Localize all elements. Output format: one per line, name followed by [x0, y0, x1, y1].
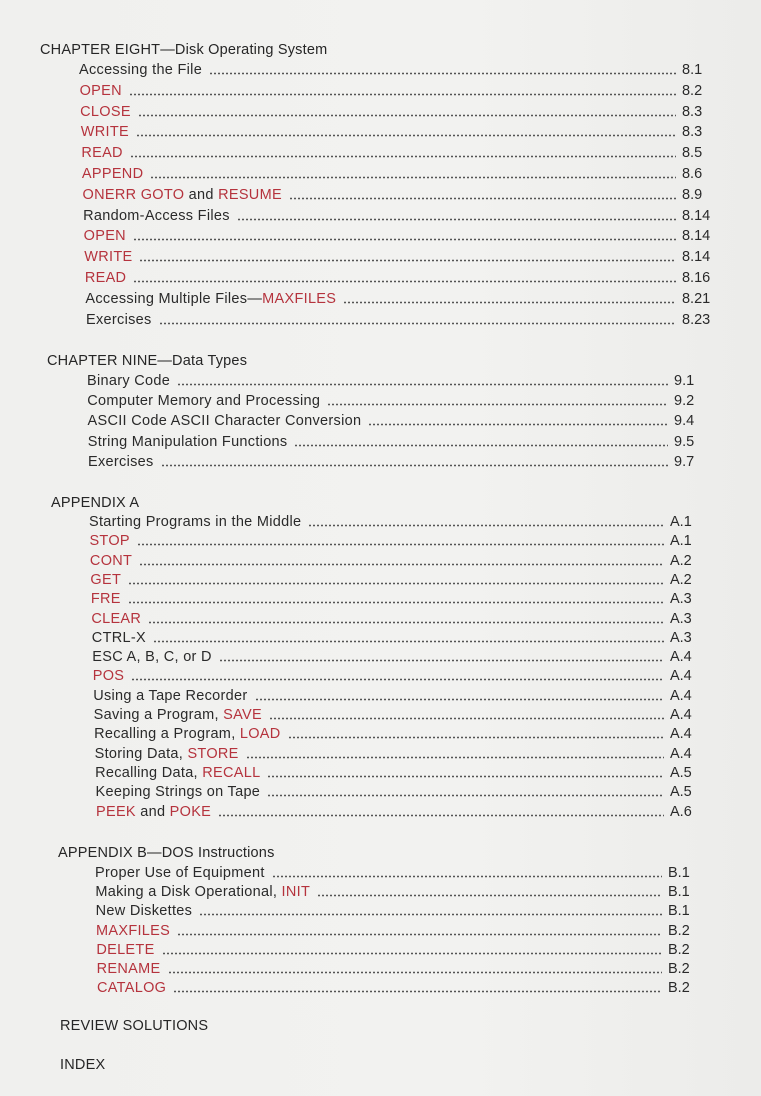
- entry-text: and: [135, 803, 170, 820]
- toc-entry: [95, 864, 698, 882]
- keyword-text: APPEND: [81, 166, 144, 182]
- toc-page-number: A.3: [669, 629, 692, 646]
- dot-leader: [368, 423, 668, 426]
- toc-entry: [79, 61, 712, 79]
- dot-leader: [219, 659, 664, 662]
- entry-text: Using a Tape Recorder: [93, 687, 248, 704]
- toc-page-number: B.2: [667, 961, 690, 977]
- toc-entry-title: [97, 960, 161, 978]
- toc-entry: [82, 165, 712, 183]
- toc-entry: [81, 144, 712, 162]
- toc-entry: [93, 667, 700, 685]
- dot-leader: [130, 155, 676, 158]
- toc-page-number: A.5: [669, 764, 692, 781]
- appendix-a-heading: APPENDIX A: [51, 495, 140, 511]
- dot-leader: [161, 464, 668, 467]
- keyword-text: SAVE: [223, 707, 262, 723]
- keyword-text: POS: [92, 668, 125, 685]
- dot-leader: [129, 93, 676, 96]
- toc-entry-title: [80, 103, 131, 121]
- toc-page-number: A.4: [669, 668, 692, 685]
- toc-entry-title: [83, 186, 282, 204]
- toc-page-number: A.2: [669, 552, 692, 569]
- keyword-text: INIT: [281, 884, 311, 901]
- toc-page-number: 8.5: [681, 145, 703, 162]
- toc-entry: [88, 453, 704, 471]
- keyword-text: DELETE: [96, 941, 155, 958]
- toc-page-number: A.3: [669, 610, 692, 627]
- keyword-text: CATALOG: [97, 980, 167, 997]
- toc-entry: [91, 590, 700, 608]
- dot-leader: [131, 678, 664, 681]
- toc-entry: [96, 922, 698, 940]
- toc-entry: [93, 687, 700, 705]
- toc-entry: [80, 82, 712, 100]
- toc-page-number: 9.7: [674, 453, 695, 470]
- dot-leader: [153, 640, 664, 643]
- keyword-text: WRITE: [80, 124, 129, 141]
- toc-entry: [87, 392, 704, 410]
- dot-leader: [133, 238, 676, 241]
- entry-text: Accessing Multiple Files—: [85, 290, 263, 307]
- dot-leader: [218, 814, 664, 817]
- toc-entry: [81, 123, 712, 141]
- keyword-text: STOP: [89, 533, 130, 550]
- dot-leader: [133, 280, 676, 283]
- dot-leader: [209, 72, 676, 75]
- toc-entry-title: [94, 725, 280, 743]
- toc-entry-title: [91, 590, 121, 608]
- entry-text: Recalling a Program,: [94, 726, 240, 743]
- toc-entry-title: [92, 629, 146, 647]
- dot-leader: [138, 114, 676, 117]
- toc-entry: [83, 186, 713, 204]
- toc-entry-title: [96, 902, 193, 920]
- dot-leader: [177, 933, 662, 936]
- toc-entry-title: [96, 803, 211, 821]
- toc-entry: [94, 706, 700, 724]
- toc-page-number: A.4: [669, 726, 692, 743]
- dot-leader: [269, 717, 664, 720]
- toc-entry-title: [87, 372, 170, 390]
- entry-text: ESC A, B, C, or D: [92, 649, 212, 666]
- dot-leader: [267, 794, 664, 797]
- toc-entry-title: [85, 269, 127, 287]
- entry-text: Proper Use of Equipment: [95, 865, 265, 881]
- keyword-text: LOAD: [239, 726, 281, 743]
- dot-leader: [288, 736, 664, 739]
- dot-leader: [137, 543, 664, 546]
- toc-entry: [80, 103, 712, 121]
- dot-leader: [162, 952, 662, 955]
- dot-leader: [173, 990, 662, 993]
- dot-leader: [267, 775, 664, 778]
- toc-entry-title: [84, 227, 126, 245]
- toc-page-number: B.2: [667, 941, 690, 958]
- dot-leader: [255, 698, 664, 701]
- dot-leader: [159, 322, 676, 325]
- keyword-text: RESUME: [218, 186, 282, 203]
- toc-entry-title: [90, 552, 132, 570]
- toc-page-number: A.4: [669, 649, 692, 666]
- toc-entry: [90, 571, 700, 589]
- toc-page-number: 8.2: [681, 82, 703, 99]
- toc-entry: [87, 372, 704, 390]
- toc-entry-title: [83, 207, 230, 225]
- entry-text: Exercises: [88, 453, 154, 470]
- toc-entry-title: [88, 412, 362, 430]
- keyword-text: POKE: [169, 803, 212, 820]
- toc-page-number: A.3: [669, 591, 692, 608]
- toc-page-number: B.2: [668, 922, 690, 939]
- toc-entry-title: [81, 144, 123, 162]
- toc-entry-title: [85, 290, 336, 308]
- toc-page-number: A.2: [669, 571, 692, 588]
- entry-text: ASCII Code ASCII Character Conversion: [87, 413, 362, 430]
- toc-entry-title: [89, 513, 301, 531]
- keyword-text: PEEK: [96, 803, 136, 820]
- toc-entry-title: [97, 979, 166, 997]
- entry-text: Computer Memory and Processing: [87, 393, 321, 410]
- entry-text: Exercises: [86, 311, 152, 328]
- dot-leader: [177, 383, 668, 386]
- dot-leader: [317, 894, 662, 897]
- keyword-text: CLEAR: [91, 610, 142, 627]
- toc-entry-title: [95, 745, 239, 763]
- dot-leader: [148, 621, 664, 624]
- toc-page-number: 8.14: [681, 207, 711, 224]
- toc-entry: [83, 207, 712, 225]
- toc-page-number: 8.14: [682, 249, 711, 266]
- entry-text: New Diskettes: [95, 903, 193, 920]
- toc-entry-title: [81, 123, 129, 141]
- dot-leader: [308, 524, 664, 527]
- toc-entry-title: [79, 61, 202, 79]
- toc-page-number: A.1: [670, 514, 692, 530]
- toc-entry: [91, 610, 700, 628]
- toc-entry-title: [93, 687, 247, 705]
- toc-entry-title: [95, 883, 310, 901]
- entry-text: Recalling Data,: [95, 764, 203, 781]
- toc-entry-title: [93, 667, 125, 685]
- keyword-text: WRITE: [84, 249, 133, 266]
- review-solutions-heading: REVIEW SOLUTIONS: [60, 1018, 209, 1034]
- keyword-text: MAXFILES: [96, 922, 171, 939]
- entry-text: Making a Disk Operational,: [95, 884, 282, 901]
- entry-text: String Manipulation Functions: [87, 433, 288, 450]
- entry-text: Binary Code: [87, 373, 171, 389]
- toc-page-number: 8.3: [682, 124, 703, 141]
- entry-text: and: [184, 186, 219, 203]
- dot-leader: [199, 913, 662, 916]
- keyword-text: OPEN: [83, 228, 126, 245]
- toc-entry: [85, 290, 712, 308]
- toc-page-number: 9.5: [674, 433, 695, 450]
- dot-leader: [150, 176, 676, 179]
- toc-entry: [96, 902, 698, 920]
- toc-entry-title: [91, 610, 141, 628]
- toc-entry-title: [89, 532, 129, 550]
- dot-leader: [136, 134, 676, 137]
- toc-page-number: A.6: [670, 803, 692, 820]
- entry-text: Random-Access Files: [83, 207, 230, 224]
- toc-entry-title: [92, 648, 212, 666]
- dot-leader: [272, 875, 662, 878]
- toc-entry-title: [95, 864, 265, 882]
- dot-leader: [128, 582, 664, 585]
- dot-leader: [237, 218, 676, 221]
- toc-entry: [97, 979, 698, 997]
- keyword-text: RENAME: [96, 961, 161, 977]
- dot-leader: [139, 259, 676, 262]
- toc-entry: [84, 248, 712, 266]
- toc-entry-title: [95, 764, 260, 782]
- entry-text: Storing Data,: [94, 745, 188, 762]
- keyword-text: READ: [84, 270, 127, 286]
- toc-entry-title: [94, 706, 262, 724]
- chapter-nine-heading: CHAPTER NINE—Data Types: [47, 353, 248, 369]
- toc-entry: [88, 433, 704, 451]
- entry-text: Starting Programs in the Middle: [89, 514, 302, 530]
- toc-page-number: 9.1: [674, 373, 695, 389]
- toc-page-number: 8.9: [682, 186, 703, 203]
- toc-page-number: 8.6: [681, 166, 703, 182]
- keyword-text: READ: [81, 145, 123, 162]
- keyword-text: FRE: [90, 591, 121, 608]
- toc-page-number: 8.3: [681, 103, 703, 120]
- toc-page-number: A.4: [669, 707, 692, 723]
- toc-page-number: B.2: [668, 980, 690, 997]
- toc-entry: [92, 629, 700, 647]
- toc-entry: [86, 311, 712, 329]
- toc-page-number: 8.21: [681, 290, 711, 307]
- toc-entry: [96, 783, 700, 801]
- toc-entry: [95, 883, 698, 901]
- toc-entry-title: [88, 433, 288, 451]
- toc-entry-title: [96, 922, 170, 940]
- toc-page-number: 9.4: [674, 413, 695, 430]
- toc-page-number: 8.1: [682, 62, 703, 78]
- toc-entry-title: [87, 392, 320, 410]
- toc-entry: [96, 941, 698, 959]
- toc-entry-title: [90, 571, 121, 589]
- toc-entry: [95, 745, 700, 763]
- toc-page-number: A.4: [669, 687, 692, 704]
- toc-entry: [94, 725, 700, 743]
- toc-entry-title: [80, 82, 122, 100]
- index-heading: INDEX: [60, 1057, 106, 1073]
- toc-entry-title: [82, 165, 143, 183]
- toc-entry: [95, 764, 700, 782]
- dot-leader: [246, 756, 664, 759]
- toc-entry-title: [96, 941, 154, 959]
- toc-entry: [84, 227, 712, 245]
- dot-leader: [128, 601, 664, 604]
- toc-page-number: 8.23: [682, 311, 711, 328]
- toc-page-number: A.4: [669, 745, 692, 762]
- dot-leader: [289, 197, 676, 200]
- keyword-text: OPEN: [79, 82, 122, 99]
- toc-entry: [97, 960, 698, 978]
- entry-text: Saving a Program,: [93, 707, 224, 723]
- dot-leader: [294, 444, 668, 447]
- toc-page-number: A.1: [669, 533, 692, 550]
- dot-leader: [343, 301, 676, 304]
- toc-entry: [96, 803, 700, 821]
- toc-entry-title: [84, 248, 132, 266]
- keyword-text: GET: [90, 571, 122, 588]
- toc-page-number: B.1: [667, 884, 690, 901]
- keyword-text: MAXFILES: [262, 290, 337, 307]
- dot-leader: [139, 563, 664, 566]
- toc-page-number: B.1: [667, 903, 690, 920]
- keyword-text: CLOSE: [80, 103, 131, 120]
- toc-entry-title: [88, 453, 154, 471]
- entry-text: Accessing the File: [79, 62, 203, 78]
- toc-entry-title: [96, 783, 261, 801]
- toc-entry: [85, 269, 712, 287]
- keyword-text: CONT: [89, 552, 133, 569]
- toc-entry: [89, 532, 700, 550]
- dot-leader: [327, 403, 668, 406]
- toc-page-number: 8.16: [681, 270, 711, 286]
- toc-page-number: 8.14: [681, 228, 711, 245]
- keyword-text: ONERR GOTO: [82, 186, 185, 203]
- keyword-text: RECALL: [202, 764, 261, 781]
- toc-page-number: A.5: [669, 784, 692, 801]
- dot-leader: [168, 971, 662, 974]
- toc-entry: [88, 412, 705, 430]
- toc-entry: [92, 648, 700, 666]
- entry-text: CTRL-X: [91, 629, 146, 646]
- entry-text: Keeping Strings on Tape: [95, 784, 261, 801]
- toc-entry-title: [86, 311, 152, 329]
- toc-page-number: 9.2: [674, 393, 695, 410]
- toc-page-number: B.1: [668, 865, 690, 881]
- chapter-eight-heading: CHAPTER EIGHT—Disk Operating System: [40, 42, 328, 58]
- keyword-text: STORE: [187, 745, 239, 762]
- toc-entry: [90, 552, 700, 570]
- appendix-b-heading: APPENDIX B—DOS Instructions: [58, 845, 275, 861]
- toc-entry: [89, 513, 700, 531]
